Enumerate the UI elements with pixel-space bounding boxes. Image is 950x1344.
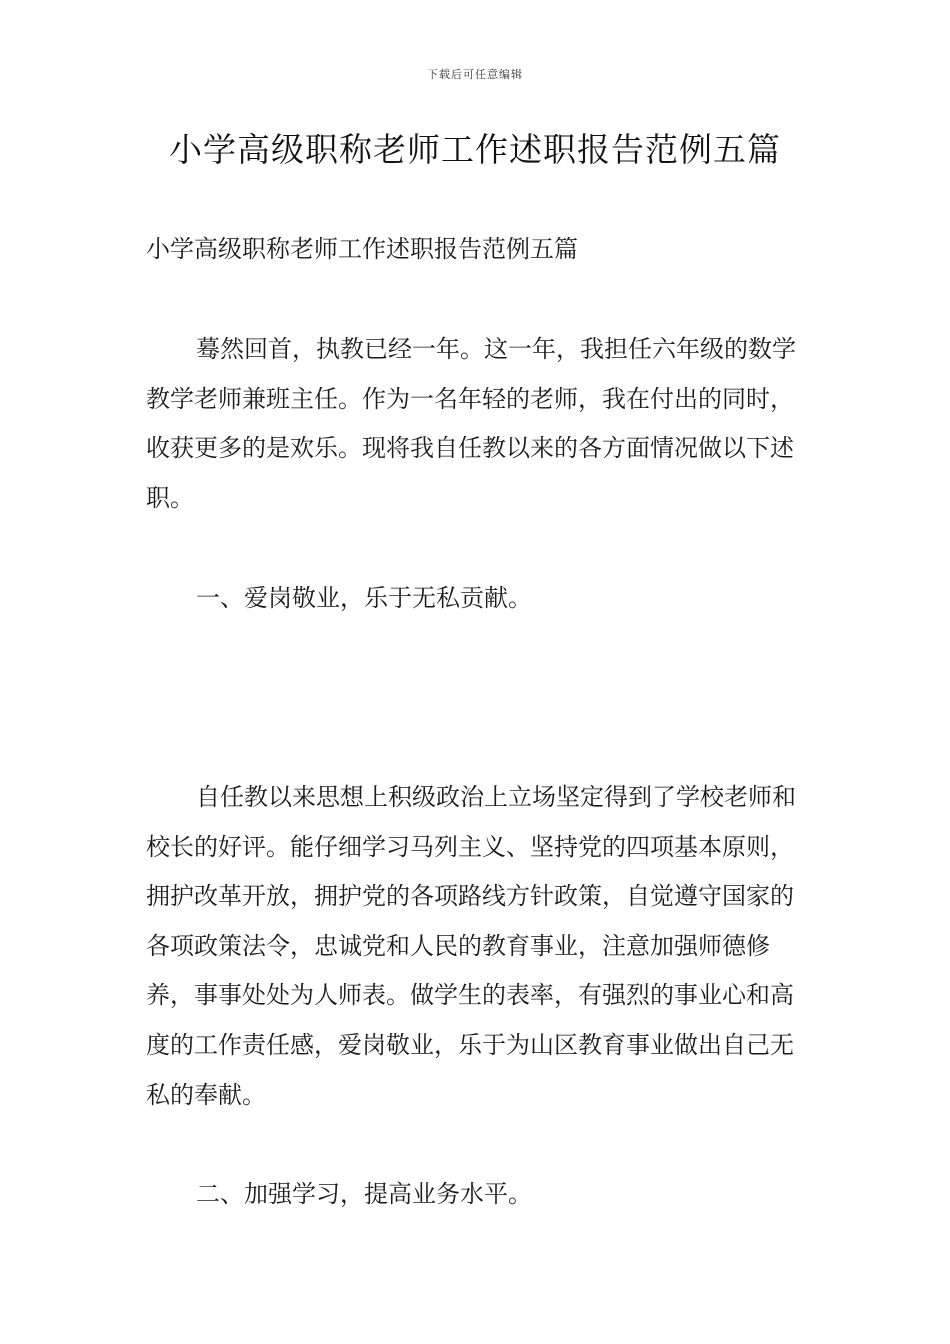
document-subtitle: 小学高级职称老师工作述职报告范例五篇: [146, 235, 578, 263]
section-heading-1: 一、爱岗敬业，乐于无私贡献。: [196, 584, 532, 612]
body-paragraph: 自任教以来思想上积级政治上立场坚定得到了学校老师和校长的好评。能仔细学习马列主义、坚持党的四项基本原则，拥护改革开放，拥护党的各项路线方针政策，自觉遵守国家的各项政策法令，忠诚党和人民的教育事业，注意加强师德修养，事事处处为人师表。做学生的表率，有强烈的事业心和高度的工作责任感，爱岗敬业，乐于为山区教育事业做出自己无私的奉献。: [146, 783, 796, 1109]
document-title: 小学高级职称老师工作述职报告范例五篇: [169, 130, 781, 169]
header-note: 下载后可任意编辑: [427, 68, 523, 81]
intro-paragraph: 蓦然回首，执教已经一年。这一年，我担任六年级的数学教学老师兼班主任。作为一名年轻的老师，我在付出的同时，收获更多的是欢乐。现将我自任教以来的各方面情况做以下述职。: [146, 335, 796, 512]
section-heading-2: 二、加强学习，提高业务水平。: [196, 1180, 532, 1208]
